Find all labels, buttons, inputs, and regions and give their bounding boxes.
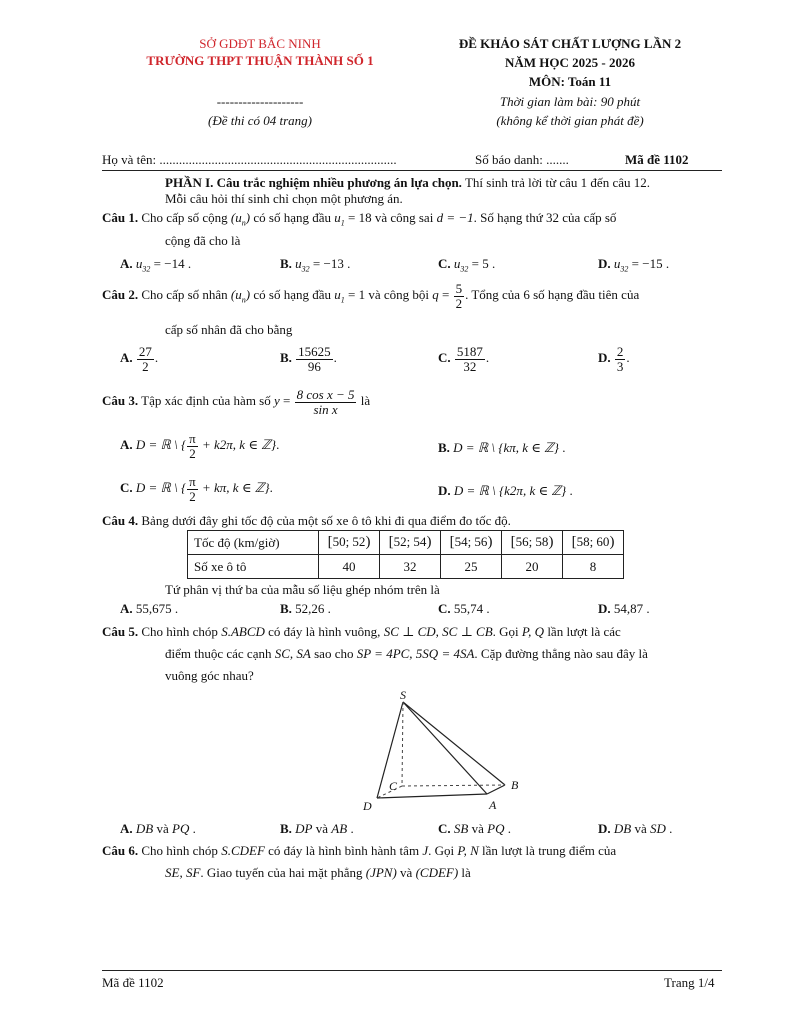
q2-option-c[interactable]: C. $\frac{5187}{32}$ . — [438, 344, 490, 374]
table-cell: 8 — [563, 555, 624, 579]
q5-option-a[interactable]: A. DB và PQ . — [120, 821, 196, 836]
speed-table — [187, 530, 624, 579]
school-year: NĂM HỌC 2025 - 2026 — [505, 55, 635, 70]
question-6-line2: SE, SF. Giao tuyến của hai mặt phẳng (JPN) và (CDEF) là — [165, 865, 471, 880]
question-6: Câu 6. Cho hình chóp S.CDEF có đáy là hình bình hành tâm J. Gọi P, N lần lượt là trung điểm của — [102, 843, 617, 858]
footer-exam-code: Mã đề 1102 — [102, 975, 164, 990]
edge-da — [377, 794, 487, 798]
vertex-label-a: A — [489, 798, 497, 812]
department-name: SỞ GDĐT BẮC NINH — [199, 36, 321, 51]
q3-function-fraction: $\frac{\text{8 cos x − 5}}{\text{sin x}}$ — [296, 387, 355, 417]
table-header-count: Số xe ô tô — [188, 555, 319, 579]
table-cell: [52; 54) — [380, 531, 441, 555]
q2-option-d[interactable]: D. $\frac{2}{3}$ . — [598, 344, 630, 374]
table-cell: [50; 52) — [319, 531, 380, 555]
table-row — [188, 555, 624, 579]
table-cell: 40 — [319, 555, 380, 579]
school-name: TRƯỜNG THPT THUẬN THÀNH SỐ 1 — [146, 53, 374, 68]
q4-option-b[interactable]: B. 52,26 . — [280, 601, 331, 616]
table-cell: 25 — [441, 555, 502, 579]
edge-sb — [403, 702, 505, 785]
q1-option-c[interactable]: C. $u_{32} = 5$ . — [438, 256, 496, 274]
q4-option-a[interactable]: A. 55,675 . — [120, 601, 179, 616]
table-cell: [58; 60) — [563, 531, 624, 555]
candidate-name-field: Họ và tên: ......................................................................... — [102, 152, 397, 167]
vertex-label-d: D — [363, 799, 372, 813]
table-header-speed: Tốc độ (km/giờ) — [188, 531, 319, 555]
edge-sa — [403, 702, 487, 794]
q4-option-d[interactable]: D. 54,87 . — [598, 601, 650, 616]
q3-option-d[interactable]: D. D = ℝ \ {k2π, k ∈ ℤ} . — [438, 483, 573, 498]
vertex-label-s: S — [400, 688, 406, 702]
footer-rule — [102, 970, 722, 971]
exam-title: ĐỀ KHẢO SÁT CHẤT LƯỢNG LẦN 2 — [458, 36, 682, 51]
question-4-prompt: Tứ phân vị thứ ba của mẫu số liệu ghép nhóm trên là — [165, 582, 440, 597]
exam-code: Mã đề 1102 — [625, 152, 689, 167]
q3-option-c[interactable]: C. D = ℝ \ { $\frac{\pi}{2}$ + kπ, k ∈ ℤ}. — [120, 474, 273, 504]
q1-option-b[interactable]: B. $u_{32} = -13$ . — [280, 256, 351, 274]
q3-option-a[interactable]: A. D = ℝ \ { $\frac{\pi}{2}$ + k2π, k ∈ ℤ}. — [120, 431, 280, 461]
q4-option-c[interactable]: C. 55,74 . — [438, 601, 490, 616]
table-cell: [54; 56) — [441, 531, 502, 555]
candidate-number-field: Số báo danh: ....... — [475, 152, 569, 167]
q5-option-c[interactable]: C. SB và PQ . — [438, 821, 511, 836]
header-rule — [102, 170, 722, 171]
q5-option-b[interactable]: B. DP và AB . — [280, 821, 354, 836]
subject: MÔN: Toán 11 — [528, 74, 612, 89]
q3-option-b[interactable]: B. D = ℝ \ {kπ, k ∈ ℤ} . — [438, 440, 566, 455]
edge-cb-hidden — [402, 785, 505, 786]
question-2: Câu 2. Cho cấp số nhân $(u_n)$ có số hạng đầu $u_1 = 1$ và công bội q = $\frac{5}{2}$ . Tổng của 6 số hạng đầu tiên của — [102, 281, 640, 311]
footer-page-number: Trang 1/4 — [664, 975, 715, 990]
table-cell: 32 — [380, 555, 441, 579]
q2-option-b[interactable]: B. $\frac{15625}{96}$ . — [280, 344, 337, 374]
question-5-line3: vuông góc nhau? — [165, 668, 254, 683]
table-cell: 20 — [502, 555, 563, 579]
pyramid-figure — [355, 688, 535, 814]
edge-sc-hidden — [402, 702, 403, 786]
question-5: Câu 5. Cho hình chóp S.ABCD có đáy là hình vuông, SC ⊥ CD, SC ⊥ CB. Gọi P, Q lần lượt là các — [102, 624, 621, 639]
header-dashes: -------------------- — [216, 94, 304, 109]
q5-option-d[interactable]: D. DB và SD . — [598, 821, 673, 836]
exam-time: Thời gian làm bài: 90 phút — [499, 94, 641, 109]
question-1-line2: cộng đã cho là — [165, 233, 241, 248]
question-5-line2: điểm thuộc các cạnh SC, SA sao cho SP = 4PC, 5SQ = 4SA. Cặp đường thẳng nào sau đây là — [165, 646, 648, 661]
q1-option-d[interactable]: D. $u_{32} = -15$ . — [598, 256, 670, 274]
question-2-line2: cấp số nhân đã cho bằng — [165, 322, 293, 337]
q2-option-a[interactable]: A. $\frac{27}{2}$ . — [120, 344, 159, 374]
part1-instruction: Mỗi câu hỏi thí sinh chỉ chọn một phương án. — [165, 191, 403, 206]
question-3: Câu 3. Tập xác định của hàm số y = $\frac{\text{8 cos x − 5}}{\text{sin x}}$ là — [102, 387, 371, 417]
question-1: Câu 1. Cho cấp số cộng $(u_n)$ có số hạng đầu $u_1 = 18$ và công sai d = −1. Số hạng thứ 32 của cấp số — [102, 210, 617, 228]
table-row — [188, 531, 624, 555]
question-4: Câu 4. Bảng dưới đây ghi tốc độ của một số xe ô tô khi đi qua điểm đo tốc độ. — [102, 513, 511, 528]
q2-ratio-fraction: $\frac{5}{2}$ — [455, 281, 463, 311]
q1-option-a[interactable]: A. $u_{32} = -14$ . — [120, 256, 192, 274]
pages-note: (Đề thi có 04 trang) — [208, 113, 312, 128]
vertex-label-b: B — [511, 778, 519, 792]
vertex-label-c: C — [389, 779, 398, 793]
table-cell: [56; 58) — [502, 531, 563, 555]
time-note: (không kể thời gian phát đề) — [496, 113, 644, 128]
edge-ab — [487, 785, 505, 794]
part1-heading: PHẦN I. Câu trắc nghiệm nhiều phương án lựa chọn. Thí sinh trả lời từ câu 1 đến câu 12. — [165, 175, 650, 190]
